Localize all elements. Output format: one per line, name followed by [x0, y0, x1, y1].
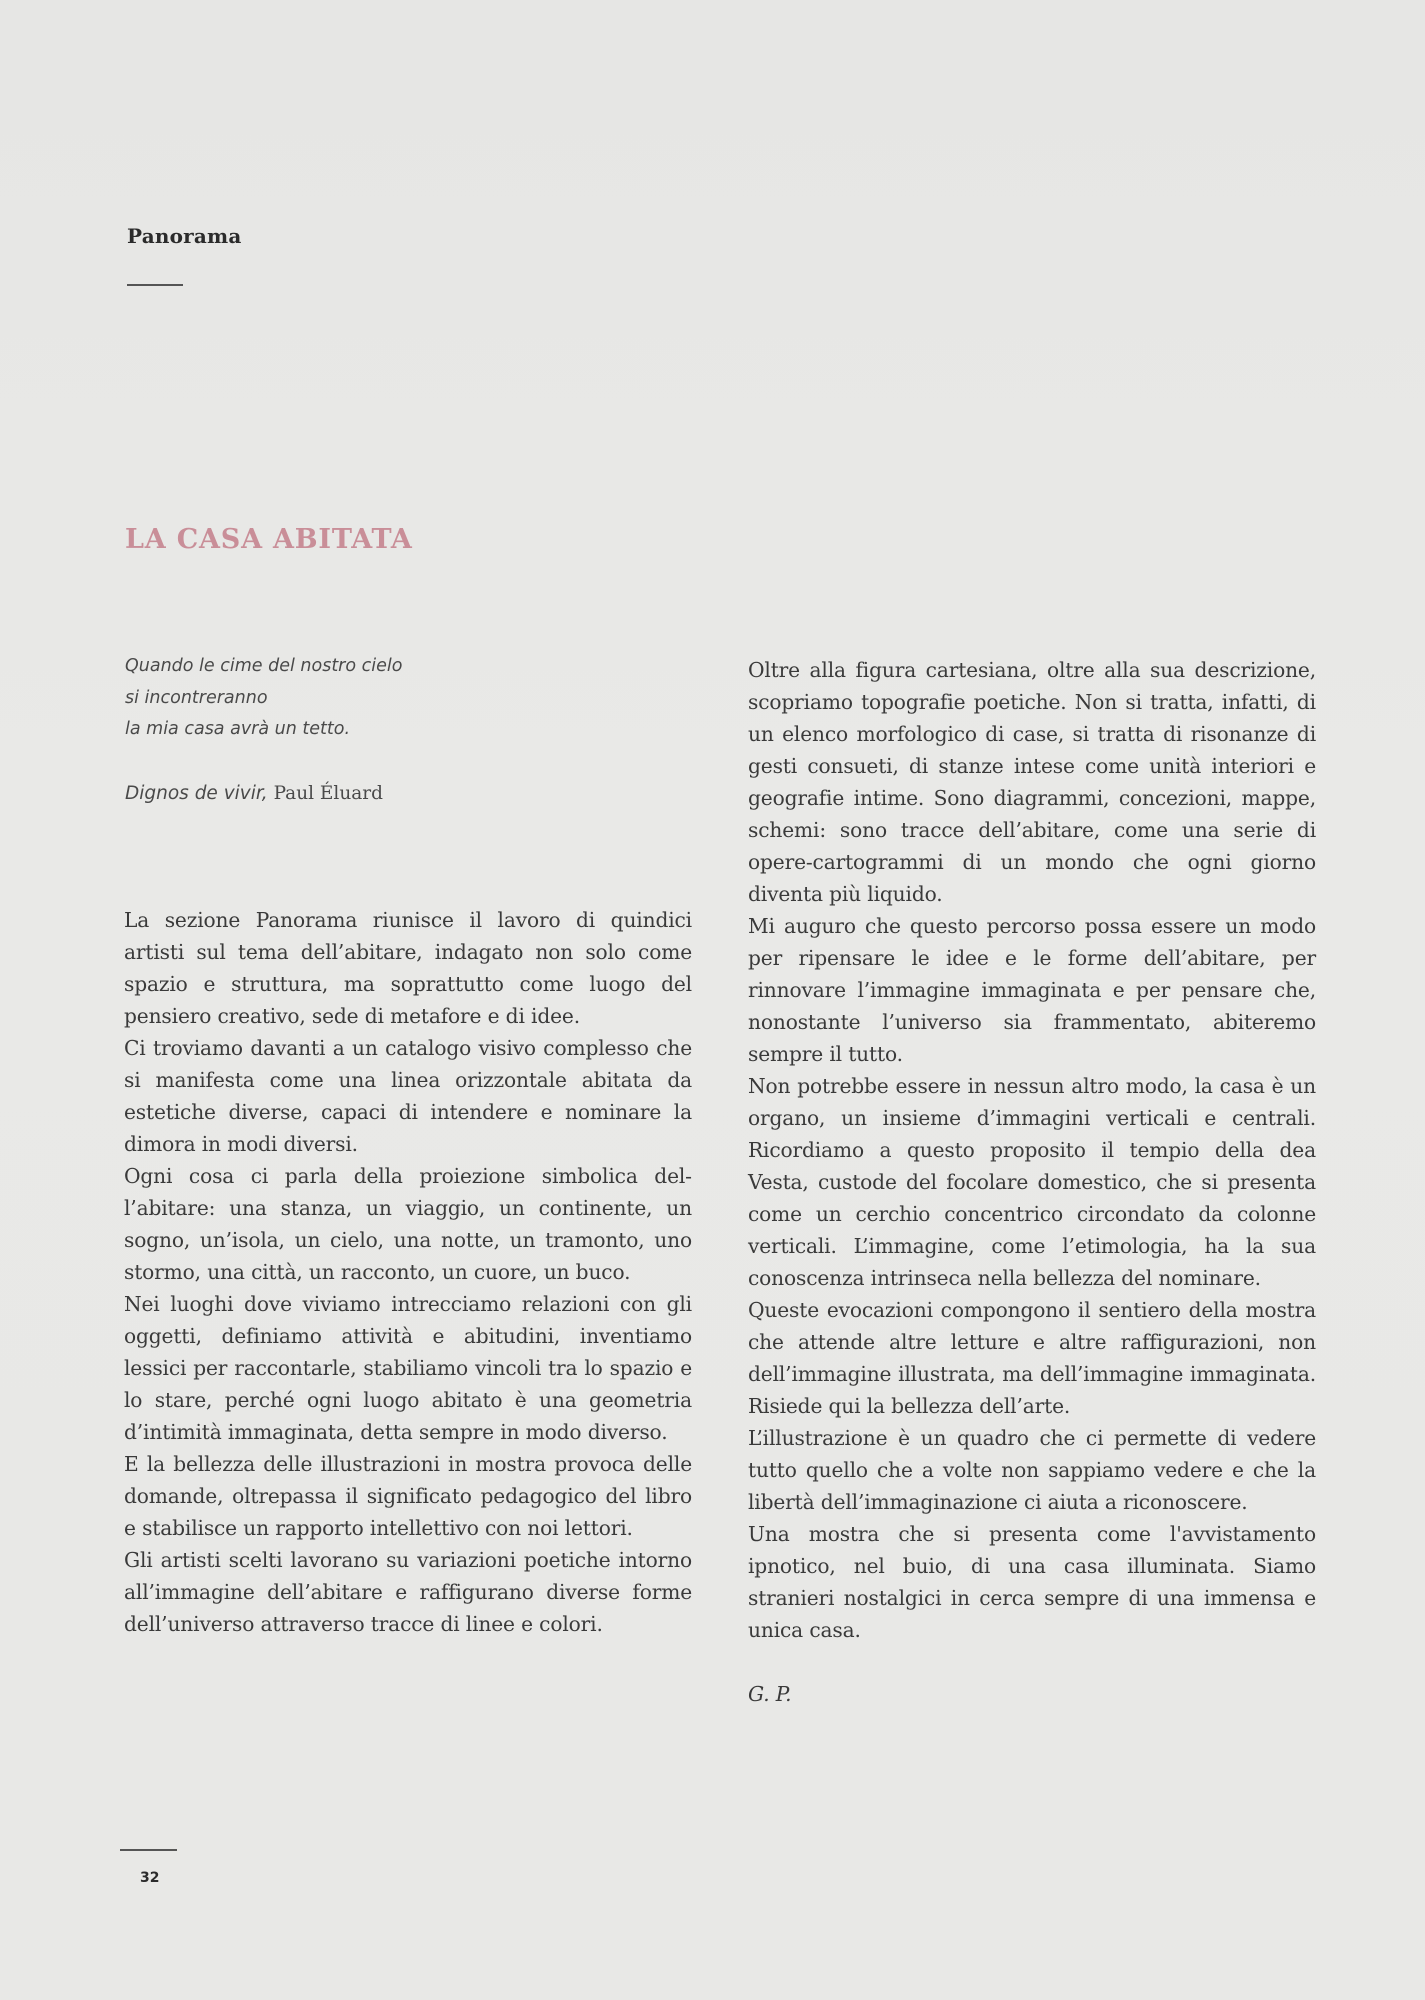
- epigraph-line: la mia casa avrà un tetto.: [125, 719, 351, 739]
- epigraph-source-author: Paul Éluard: [273, 782, 383, 804]
- paragraph: Gli artisti scelti lavorano su variazioni poetiche intorno all’immagine dell’abitare e raffigurano diverse forme dell’universo attraverso tracce di linee e colori.: [124, 1548, 692, 1636]
- footer-divider: [120, 1849, 177, 1851]
- right-column: [748, 654, 1316, 1710]
- paragraph: Non potrebbe essere in nessun altro modo, la casa è un organo, un insieme d’immagini verticali e centrali. Ricordiamo a questo proposito il tempio della dea Vesta, custode del focolare domestico, che si presenta come un cerchio concentrico circondato da colonne verticali. L’immagine, come l’etimologia, ha la sua conoscenza intrinseca nella bellezza del nominare.: [748, 1074, 1316, 1290]
- epigraph-attribution: [125, 778, 402, 810]
- section-divider: [127, 284, 183, 286]
- paragraph: Ci troviamo davanti a un catalogo visivo complesso che si manifesta come una linea orizzontale abitata da estetiche diverse, capaci di intendere e nominare la dimora in modi diversi.: [124, 1036, 692, 1156]
- paragraph: Oltre alla figura cartesiana, oltre alla sua descrizione, scopriamo topografie poetiche. Non si tratta, infatti, di un elenco morfologico di case, si tratta di risonanze di gesti consueti, di stanze intese come unità interiori e geografie intime. Sono diagrammi, concezioni, mappe, schemi: sono tracce dell’abitare, come una serie di opere-cartogrammi di un mondo che ogni giorno diventa più liquido.: [748, 658, 1316, 906]
- paragraph: L’illustrazione è un quadro che ci permette di vedere tutto quello che a volte non sappiamo vedere e che la libertà dell’immaginazione ci aiuta a riconoscere.: [748, 1426, 1316, 1514]
- paragraph: Queste evocazioni compongono il sentiero della mostra che attende altre letture e altre raffigurazioni, non dell’immagine illustrata, ma dell’immagine immaginata. Risiede qui la bellezza dell’arte.: [748, 1298, 1316, 1418]
- author-signature: G. P.: [748, 1682, 792, 1706]
- epigraph-line: si incontreranno: [125, 687, 268, 708]
- page-number: 32: [140, 1870, 160, 1886]
- epigraph-line: Quando le cime del nostro cielo: [125, 656, 403, 676]
- article-title: LA CASA ABITATA: [125, 524, 413, 555]
- section-label: Panorama: [127, 224, 242, 248]
- paragraph: E la bellezza delle illustrazioni in mostra provoca delle domande, oltrepassa il significato pedagogico del libro e stabilisce un rapporto intellettivo con noi lettori.: [124, 1452, 692, 1540]
- epigraph-source-work: Dignos de vivir,: [125, 782, 268, 804]
- paragraph: Una mostra che si presenta come l'avvistamento ipnotico, nel buio, di una casa illuminata. Siamo stranieri nostalgici in cerca sempre di una immensa e unica casa.: [748, 1522, 1316, 1642]
- paragraph: Ogni cosa ci parla della proiezione simbolica dell’abitare: una stanza, un viaggio, un continente, un sogno, un’isola, un cielo, una notte, un tramonto, uno stormo, una città, un racconto, un cuore, un buco.: [124, 1164, 692, 1284]
- paragraph: Nei luoghi dove viviamo intrecciamo relazioni con gli oggetti, definiamo attività e abitudini, inventiamo lessici per raccontarle, stabiliamo vincoli tra lo spazio e lo stare, perché ogni luogo abitato è una geometria d’intimità immaginata, detta sempre in modo diverso.: [124, 1292, 692, 1444]
- epigraph: [125, 651, 402, 809]
- paragraph: Mi auguro che questo percorso possa essere un modo per ripensare le idee e le forme dell’abitare, per rinnovare l’immagine immaginata e per pensare che, nonostante l’universo sia frammentato, abiteremo sempre il tutto.: [748, 914, 1316, 1066]
- paragraph: La sezione Panorama riunisce il lavoro di quindici artisti sul tema dell’abitare, indagato non solo come spazio e struttura, ma soprattutto come luogo del pensiero creativo, sede di metafore e di idee.: [124, 908, 692, 1028]
- left-column: [124, 904, 692, 1640]
